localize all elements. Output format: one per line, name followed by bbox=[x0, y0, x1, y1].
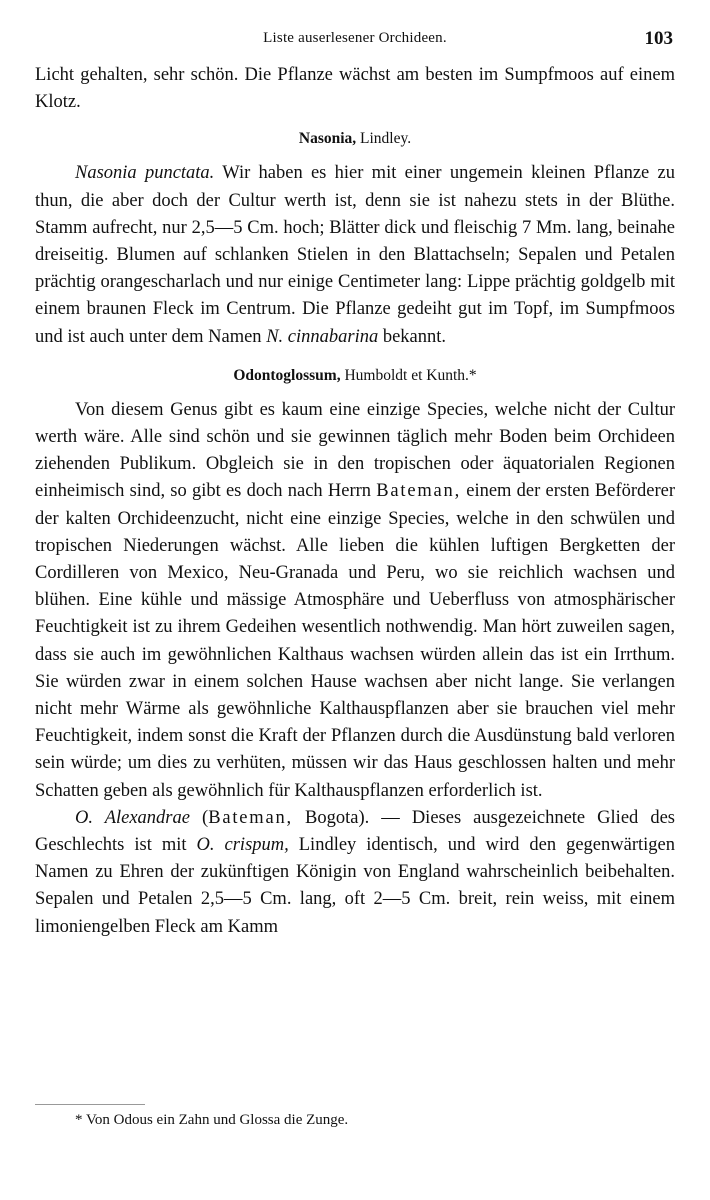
genus-author: Lindley. bbox=[360, 130, 412, 148]
genus-name: Nasonia, bbox=[298, 130, 357, 148]
species-name: O. Alexandrae bbox=[75, 807, 190, 828]
nasonia-paragraph bbox=[35, 160, 675, 350]
section-heading-odontoglossum bbox=[35, 367, 675, 385]
paragraph-text: ( bbox=[202, 807, 209, 828]
person-name: Bateman, bbox=[208, 807, 293, 828]
person-name: Bateman, bbox=[376, 481, 462, 502]
page-number: 103 bbox=[644, 28, 673, 49]
section-heading-nasonia bbox=[35, 130, 675, 148]
synonym-name: O. crispum, bbox=[196, 835, 289, 856]
running-title: Liste auserlesener Orchideen. bbox=[263, 30, 447, 46]
species-name: Nasonia punctata. bbox=[75, 163, 215, 184]
paragraph-text: Von diesem Genus gibt es kaum eine einzige Species, welche nicht der Cultur werth wäre. Alle sind schön und sie gewinnen täglich mehr Boden beim Orchideen ziehenden Publikum. Obgleich sie in den tropischen oder äquatorialen Regionen einheimisch sind, so gibt es doch nach Herrn bbox=[35, 399, 675, 502]
paragraph-text: Lindley identisch, und wird den gegenwärtigen Namen zu Ehren der zukünftigen Königin von England wahrscheinlich beibehalten. Sepalen und Petalen 2,5—5 Cm. lang, oft 2—5 Cm. breit, rein weiss, mit einem limoniengelben Fleck am Kamm bbox=[35, 835, 675, 937]
page bbox=[35, 22, 675, 941]
paragraph-text: einem der ersten Beförderer der kalten Orchideenzucht, nicht eine einzige Species, welche in den schwülen und tropischen Niederungen wächst. Alle lieben die kühlen luftigen Bergketten der Cordilleren von Mexico, Neu-Granada und Peru, wo sie reichlich wachsen und blühen. Eine kühle und mässige Atmosphäre und Ueberfluss von atmosphärischer Feuchtigkeit ist zu ihrem Gedeihen wesentlich nothwendig. Man hört zuweilen sagen, dass sie auch im gewöhnlichen Kalthaus wachsen würden allein das ist ein Irrthum. Sie würden zwar in einem solchen Hause wachsen aber nicht lange. Sie verlangen nicht mehr Wärme als gewöhnliche Kalthauspflanzen aber sie brauchen viel mehr Feuchtigkeit, indem sonst die Kraft der Pflanzen durch die Ausdünstung bald verloren sein würde; um dies zu verhüten, müssen wir das Haus geschlossen halten und mehr Schatten geben als gewöhnlich für Kalthauspflanzen erforderlich ist. bbox=[35, 481, 676, 801]
continuation-paragraph: Licht gehalten, sehr schön. Die Pflanze wächst am besten im Sumpfmoos auf einem Klotz. bbox=[35, 65, 675, 113]
synonym-name: N. cinnabarina bbox=[266, 326, 379, 347]
paragraph-text: bekannt. bbox=[382, 326, 447, 347]
page-header bbox=[35, 22, 675, 62]
footnote-divider bbox=[35, 1104, 145, 1105]
paragraph-text: Bogota). — Dieses ausgezeichnete Glied des Geschlechts ist mit bbox=[35, 807, 675, 856]
odontoglossum-alexandrae-paragraph bbox=[35, 805, 675, 941]
genus-name: Odontoglossum, bbox=[233, 366, 341, 384]
genus-author: Humboldt et Kunth.* bbox=[344, 366, 477, 384]
paragraph-text: Wir haben es hier mit einer ungemein kleinen Pflanze zu thun, die aber doch der Cultur werth ist, denn sie ist nahezu stets in der Blüthe. Stamm aufrecht, nur 2,5—5 Cm. hoch; Blätter dick und fleischig 7 Mm. lang, beinahe dreiseitig. Blumen auf schlanken Stielen in den Blattachseln; Sepalen und Petalen prächtig orangescharlach und nur einige Centimeter lang: Lippe prächtig goldgelb mit einem braunen Fleck im Centrum. Die Pflanze gedeiht gut im Topf, im Sumpfmoos und ist auch unter dem Namen bbox=[35, 163, 675, 347]
footnote: * Von Odous ein Zahn und Glossa die Zunge. bbox=[75, 1112, 349, 1128]
odontoglossum-intro-paragraph bbox=[35, 397, 675, 805]
